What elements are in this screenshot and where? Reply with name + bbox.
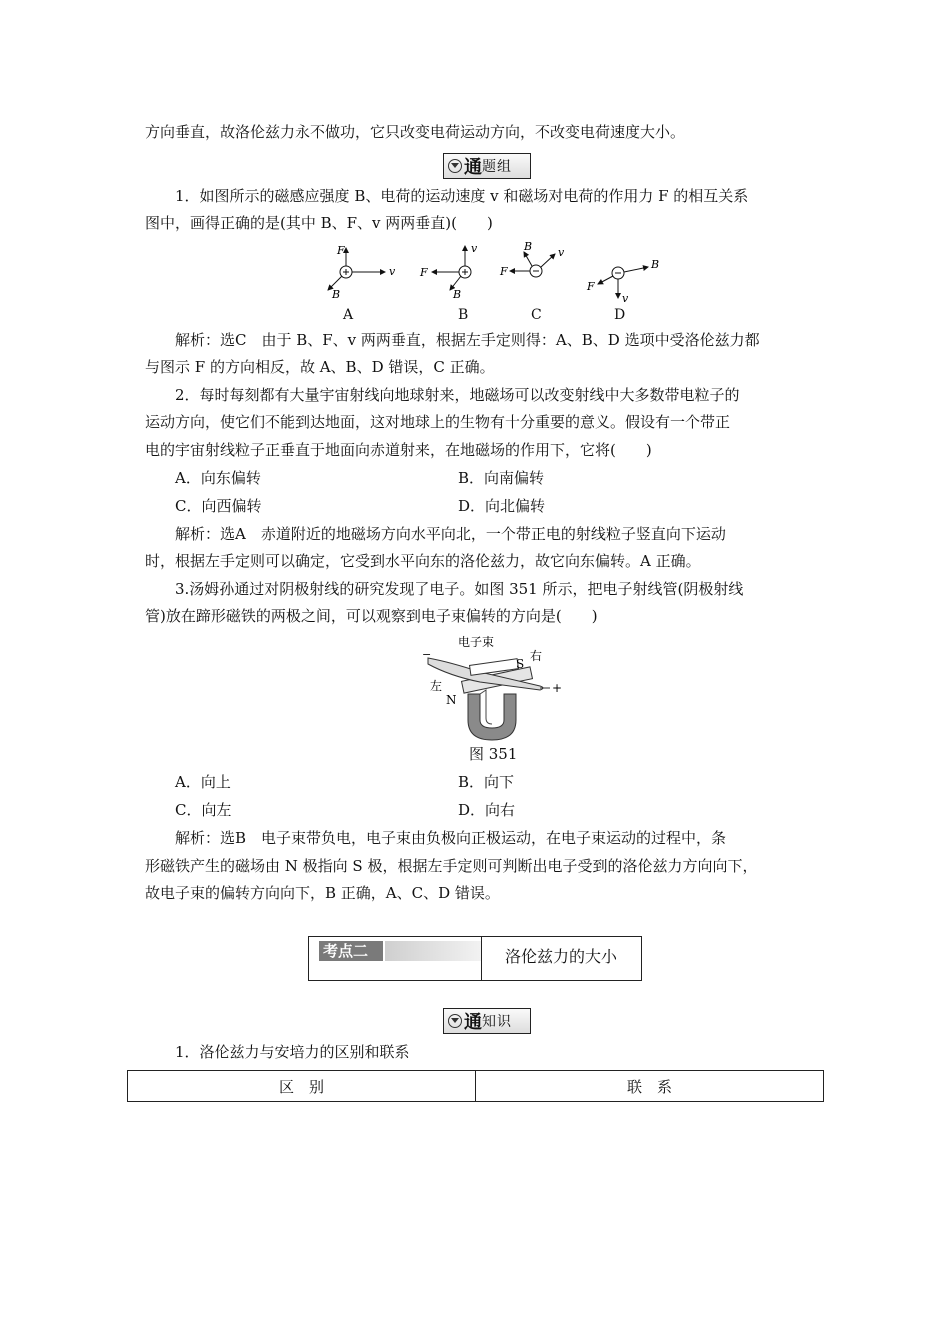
- q2-analysis-line2: 时，根据左手定则可以确定，它受到水平向东的洛伦兹力，故它向东偏转。A 正确。: [145, 552, 701, 570]
- q1b-v: v: [471, 242, 478, 255]
- q1c-b: B: [524, 240, 533, 253]
- q2-option-c: C．向西偏转: [175, 497, 262, 515]
- section-small-text: 题组: [482, 159, 512, 175]
- q2-analysis-line1: 解析：选A 赤道附近的地磁场方向水平向北，一个带正电的射线粒子竖直向下运动: [175, 525, 726, 543]
- q1c-f: F: [500, 265, 508, 278]
- label-beam: 电子束: [458, 635, 495, 649]
- q3-figure-caption: 图 351: [469, 745, 518, 763]
- q1-diagram-b: [432, 246, 471, 290]
- label-plus: +: [552, 681, 563, 695]
- q1a-b: B: [332, 288, 341, 301]
- q3-line1: 3.汤姆孙通过对阴极射线的研究发现了电子。如图 351 所示，把电子射线管(阴极射线: [175, 580, 744, 598]
- q1-label-c: C: [531, 307, 542, 323]
- q1-analysis-line2: 与图示 F 的方向相反，故 A、B、D 错误，C 正确。: [145, 358, 495, 376]
- q1a-f: F: [337, 244, 345, 257]
- q2-option-d: D．向北偏转: [458, 497, 546, 515]
- q3-figure: [420, 632, 570, 742]
- kaodian-box: [308, 936, 642, 981]
- down-arrow-icon: [448, 1014, 462, 1028]
- q2-line3: 电的宇宙射线粒子正垂直于地面向赤道射来，在地磁场的作用下，它将( ): [145, 441, 652, 459]
- q1b-f: F: [420, 266, 428, 279]
- q3-option-b: B．向下: [458, 773, 515, 791]
- q1a-v: v: [389, 265, 396, 278]
- label-left: 左: [430, 679, 443, 693]
- q2-option-b: B．向南偏转: [458, 469, 545, 487]
- q2-option-a: A．向东偏转: [175, 469, 261, 487]
- q3-analysis-line1: 解析：选B 电子束带负电，电子束由负极向正极运动，在电子束运动的过程中，条: [175, 829, 727, 847]
- q3-analysis-line3: 故电子束的偏转方向向下，B 正确，A、C、D 错误。: [145, 884, 500, 902]
- section-header-tongzhishi: [443, 1008, 531, 1034]
- label-s: S: [516, 657, 525, 671]
- comparison-table: [127, 1070, 824, 1102]
- q1-diagram-c: [510, 252, 555, 277]
- q2-line1: 2．每时每刻都有大量宇宙射线向地球射来，地磁场可以改变射线中大多数带电粒子的: [175, 386, 740, 404]
- label-right: 右: [530, 649, 543, 663]
- section-big-char: 通: [464, 1012, 482, 1033]
- kaodian-title: 洛伦兹力的大小: [505, 947, 618, 966]
- intro-line: 方向垂直，故洛伦兹力永不做功，它只改变电荷运动方向，不改变电荷速度大小。: [145, 123, 686, 141]
- q3-option-d: D．向右: [458, 801, 516, 819]
- q3-analysis-line2: 形磁铁产生的磁场由 N 极指向 S 极，根据左手定则可判断出电子受到的洛伦兹力方向向下，: [145, 857, 758, 875]
- q1-label-a: A: [343, 307, 354, 323]
- q1d-v: v: [622, 292, 629, 305]
- down-arrow-icon: [448, 159, 462, 173]
- k1-title: 1．洛伦兹力与安培力的区别和联系: [175, 1043, 410, 1061]
- table-header-relation: 联 系: [476, 1071, 824, 1102]
- magnet: [468, 694, 516, 740]
- q3-option-a: A．向上: [175, 773, 231, 791]
- label-minus: −: [422, 648, 432, 661]
- q1c-v: v: [558, 246, 565, 259]
- label-n: N: [446, 693, 457, 707]
- q1-analysis-line1: 解析：选C 由于 B、F、v 两两垂直，根据左手定则得：A、B、D 选项中受洛伦兹力都: [175, 331, 760, 349]
- q1-label-d: D: [614, 307, 626, 323]
- q1d-b: B: [651, 258, 660, 271]
- q1d-f: F: [587, 280, 595, 293]
- q1b-b: B: [453, 288, 462, 301]
- q3-option-c: C．向左: [175, 801, 232, 819]
- kaodian-label: 考点二: [319, 941, 383, 961]
- q1-label-b: B: [458, 307, 469, 323]
- table-header-difference: 区 别: [128, 1071, 476, 1102]
- q1-line1: 1．如图所示的磁感应强度 B、电荷的运动速度 v 和磁场对电荷的作用力 F 的相互关系: [175, 187, 749, 205]
- q2-line2: 运动方向，使它们不能到达地面，这对地球上的生物有十分重要的意义。假设有一个带正: [145, 413, 731, 431]
- q3-line2: 管)放在蹄形磁铁的两极之间，可以观察到电子束偏转的方向是( ): [145, 607, 598, 625]
- section-big-char: 通: [464, 157, 482, 178]
- section-header-tiezu: [443, 153, 531, 179]
- section-small-text: 知识: [482, 1014, 512, 1030]
- q1-line2: 图中，画得正确的是(其中 B、F、v 两两垂直)( ): [145, 214, 493, 232]
